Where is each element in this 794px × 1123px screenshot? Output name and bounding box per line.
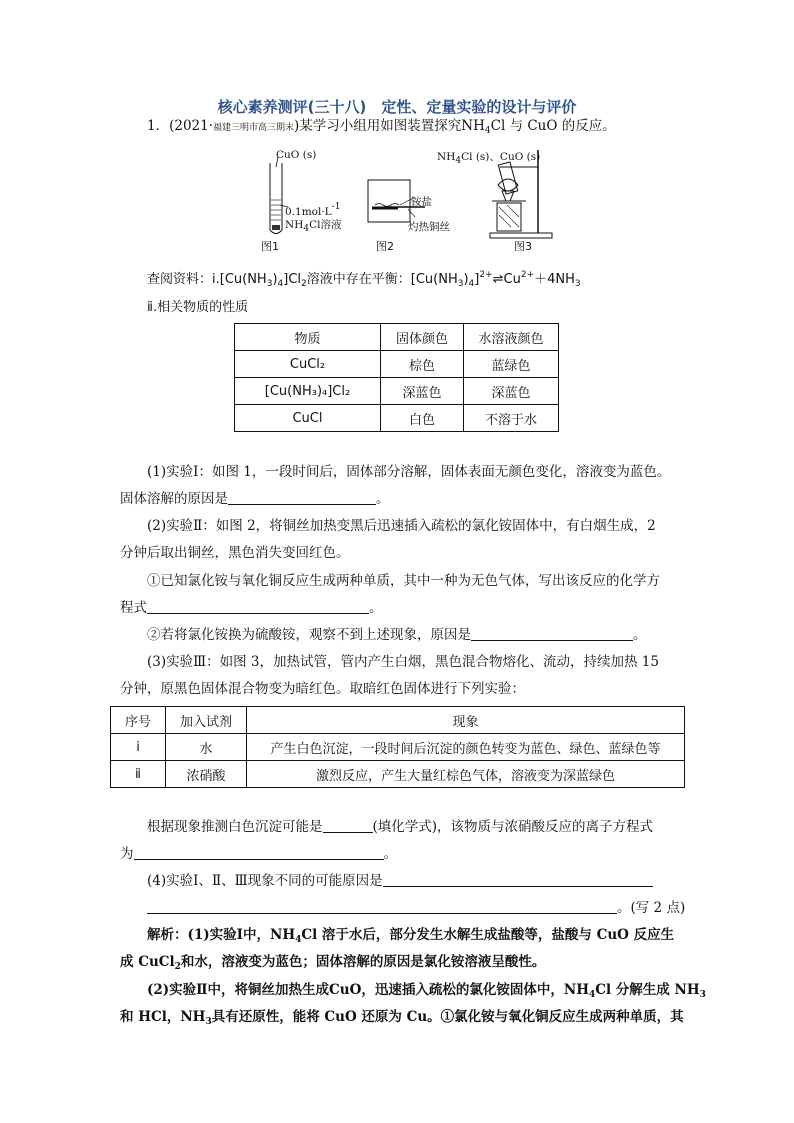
analysis-1b: 成 CuCl$_2$和水，溶液变为蓝色；固体溶解的原因是氯化铵溶液呈酸性。 xyxy=(120,954,546,972)
table-cell: 深蓝色 xyxy=(381,378,464,405)
answer-blank[interactable] xyxy=(134,845,384,860)
part-2-sub1: ①已知氯化铵与氧化铜反应生成两种单质，其中一种为无色气体，写出该反应的化学方 xyxy=(147,573,660,589)
table-cell: ⅰ xyxy=(111,734,166,761)
answer-blank[interactable] xyxy=(228,490,376,505)
answer-blank[interactable] xyxy=(471,626,633,641)
experiment-table xyxy=(110,706,685,788)
part-1-question: 固体溶解的原因是 。 xyxy=(120,491,390,507)
table-header: 序号 xyxy=(111,707,166,734)
stem-text-b: Cl 与 CuO 的反应。 xyxy=(490,118,616,134)
table-cell: 白色 xyxy=(381,405,464,432)
table-cell: 产生白色沉淀，一段时间后沉淀的颜色转变为蓝色、绿色、蓝绿色等 xyxy=(247,734,685,761)
fig1-cuo-label: CuO (s) xyxy=(276,149,317,161)
reference-info: 查阅资料：$ⅰ.[Cu(NH_3)_4]Cl_2$溶液中存在平衡：$[Cu(NH_3)_4]^{2+}\rightleftharpoons Cu^{2+}+4NH_3$ xyxy=(147,270,581,289)
table-cell: ⅱ xyxy=(111,761,166,788)
question-source: 福建三明市高三期末 xyxy=(213,123,295,133)
part-2-text-b: 分钟后取出铜丝，黑色消失变回红色。 xyxy=(120,545,350,561)
fig1-concentration: 0.1mol·L-1 xyxy=(285,202,341,218)
table-row xyxy=(235,378,559,405)
table-cell: 水 xyxy=(166,734,247,761)
question-1-stem: 1．(2021·福建三明市高三期末)某学习小组用如图装置探究$NH_4Cl$ 与 CuO 的反应。 xyxy=(147,118,616,136)
fig2-label: 图2 xyxy=(376,240,394,253)
fig2-wire-label: 灼热铜丝 xyxy=(408,221,450,233)
answer-blank[interactable] xyxy=(383,872,653,887)
table-header: 加入试剂 xyxy=(166,707,247,734)
part-3-text: (3)实验Ⅲ：如图 3，加热试管，管内产生白烟，黑色混合物熔化、流动，持续加热 15 xyxy=(147,654,659,670)
table-cell: 浓硝酸 xyxy=(166,761,247,788)
table-header: 固体颜色 xyxy=(381,324,464,351)
part-2-text: (2)实验Ⅱ：如图 2，将铜丝加热变黑后迅速插入疏松的氯化铵固体中，有白烟生成，2 xyxy=(147,518,656,534)
part-4-question-b: 。(写 2 点) xyxy=(147,898,685,918)
page-title: 核心素养测评(三十八) 定性、定量实验的设计与评价 xyxy=(217,98,577,116)
part-4-question: (4)实验Ⅰ、Ⅱ、Ⅲ现象不同的可能原因是 xyxy=(147,871,653,891)
table-cell: 不溶于水 xyxy=(464,405,559,432)
fig1-label: 图1 xyxy=(261,240,279,253)
table-cell: 棕色 xyxy=(381,351,464,378)
fig2-salt-label: 铵盐 xyxy=(411,196,432,208)
fig1-solution: NH4Cl溶液 xyxy=(285,219,342,234)
table-cell: 深蓝色 xyxy=(464,378,559,405)
fig3-label: 图3 xyxy=(514,240,532,253)
table-cell: 蓝绿色 xyxy=(464,351,559,378)
stem-text-a: )某学习小组用如图装置探究NH xyxy=(294,118,485,134)
table-header: 物质 xyxy=(235,324,381,351)
properties-table xyxy=(234,323,559,432)
analysis-1: 解析：(1)实验Ⅰ中，$NH_4Cl$ 溶于水后，部分发生水解生成盐酸等，盐酸与 CuO 反应生 xyxy=(147,927,675,945)
part-1-text: (1)实验Ⅰ：如图 1，一段时间后，固体部分溶解，固体表面无颜色变化，溶液变为蓝色。 xyxy=(147,464,671,480)
table-row xyxy=(235,405,559,432)
answer-blank[interactable] xyxy=(323,818,373,833)
table-header-row xyxy=(235,324,559,351)
analysis-2b: 和 HCl，$NH_3$具有还原性，能将 CuO 还原为 Cu。①氯化铵与氧化铜反应生成两种单质，其 xyxy=(120,1009,684,1027)
table-header-row xyxy=(111,707,685,734)
reference-info-ii: ⅱ.相关物质的性质 xyxy=(147,300,249,315)
table-cell: CuCl xyxy=(235,405,381,432)
table-header: 现象 xyxy=(247,707,685,734)
table-row xyxy=(111,761,685,788)
table-cell: 激烈反应，产生大量红棕色气体，溶液变为深蓝绿色 xyxy=(247,761,685,788)
answer-blank[interactable] xyxy=(147,899,617,914)
analysis-2: (2)实验Ⅱ中，将铜丝加热生成CuO，迅速插入疏松的氯化铵固体中，$NH_4Cl$ 分解生成 $NH_3$ xyxy=(147,982,706,1000)
table-row xyxy=(111,734,685,761)
table-cell: CuCl₂ xyxy=(235,351,381,378)
part-3-question: 根据现象推测白色沉淀可能是 (填化学式)，该物质与浓硝酸反应的离子方程式 xyxy=(147,819,654,835)
part-3-question-b: 为 。 xyxy=(120,846,397,862)
answer-blank[interactable] xyxy=(147,599,369,614)
part-2-sub1-answer: 程式 。 xyxy=(120,600,383,616)
table-cell: [Cu(NH₃)₄]Cl₂ xyxy=(235,378,381,405)
fig3-reagent-label: NH4Cl (s)、CuO (s) xyxy=(437,151,541,166)
table-header: 水溶液颜色 xyxy=(464,324,559,351)
table-row xyxy=(235,351,559,378)
part-3-text-b: 分钟，原黑色固体混合物变为暗红色。取暗红色固体进行下列实验： xyxy=(120,681,525,697)
question-number: 1．(2021· xyxy=(147,118,214,134)
part-2-sub2: ②若将氯化铵换为硫酸铵，观察不到上述现象，原因是 。 xyxy=(147,627,647,643)
